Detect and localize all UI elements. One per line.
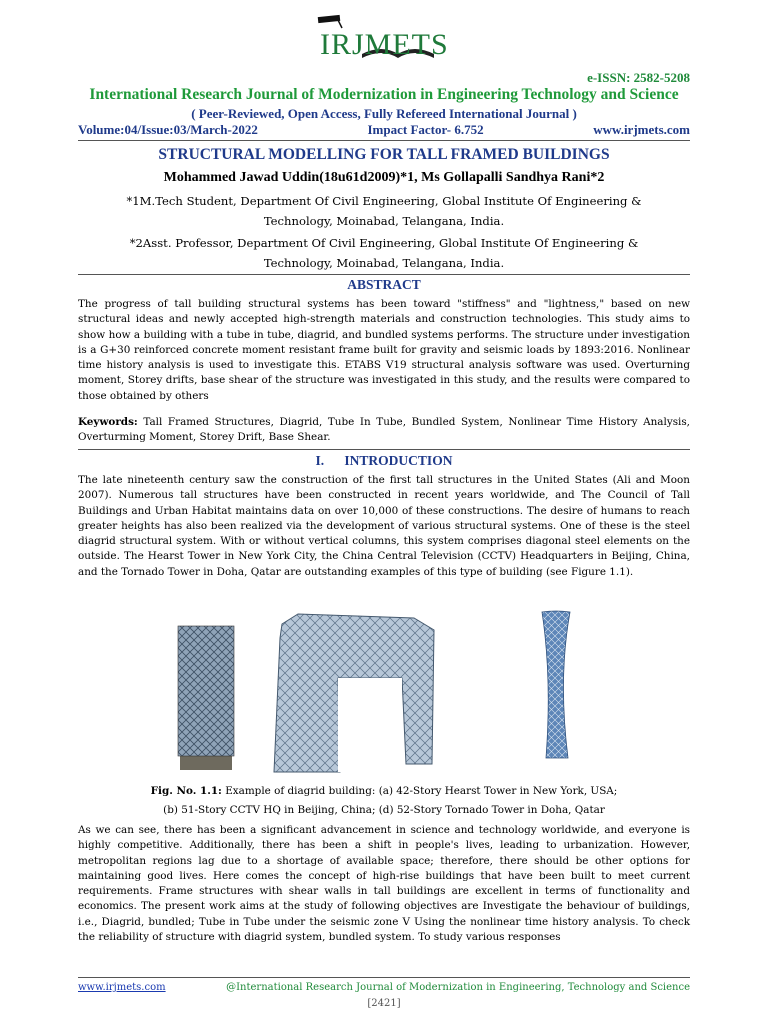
abstract-divider-top <box>78 274 690 275</box>
footer-copyright: @International Research Journal of Modernization in Engineering, Technology and Science <box>226 982 690 993</box>
impact-factor: Impact Factor- 6.752 <box>367 122 484 137</box>
paper-title: STRUCTURAL MODELLING FOR TALL FRAMED BUILDINGS <box>158 146 610 163</box>
peer-review-note: ( Peer-Reviewed, Open Access, Fully Refereed International Journal ) <box>191 106 577 121</box>
volume-row <box>78 122 690 138</box>
footer-website-link[interactable]: www.irjmets.com <box>78 982 166 993</box>
abstract-text: The progress of tall building structural systems has been toward "stiffness" and "lightness," based on new structural ideas and newly accepted high-strength materials and construction technologies. This study aims to show how a building with a tube in tube, diagrid, and bundled systems performs. The structure under investigation is a G+30 reinforced concrete moment resistant frame built for gravity and seismic loads by 1893:2016. Nonlinear time history analysis is used to investigate this. ETABS V19 structural analysis software was used. Overturning moment, Storey drifts, base shear of the structure was investigated in this study, and the results were compared to those obtained by others <box>78 298 690 402</box>
cctv-hq-image <box>274 614 434 772</box>
page-number: [2421] <box>367 998 401 1009</box>
affiliation-1: *1M.Tech Student, Department Of Civil Engineering, Global Institute Of Engineering & Technology, Moinabad, Telangana, India. <box>126 194 642 228</box>
figure-caption-text: Example of diagrid building: (a) 42-Story Hearst Tower in New York, USA; <box>221 785 618 797</box>
introduction-para-2: As we can see, there has been a significant advancement in science and technology worldwide, and everyone is highly competitive. Additionally, there has been a shift in people's lives, leading to urbanization. However, metropolitan regions lag due to a shortage of available space; therefore, there should be other options for maintaining good lives. Here comes the concept of high-rise buildings that have been built to meet current requirements. Frame structures with shear walls in tall buildings are excellent in terms of functionality and economics. The present work aims at the study of following objectives are Investigate the behaviour of buildings, i.e., Diagrid, bundled; Tube in Tube under the seismic zone V Using the nonlinear time history analysis. To check the reliability of structure with diagrid system, bundled system. To study various responses <box>78 824 690 944</box>
keywords <box>78 415 690 446</box>
header-divider <box>78 140 690 141</box>
hearst-tower-image <box>178 626 234 770</box>
volume-issue: Volume:04/Issue:03/March-2022 <box>78 122 258 137</box>
figure-caption-line-2: (b) 51-Story CCTV HQ in Beijing, China; (d) 52-Story Tornado Tower in Doha, Qatar <box>163 804 605 816</box>
logo-text: IRJMETS <box>320 28 449 61</box>
figure-label: Fig. No. 1.1: <box>150 785 222 797</box>
figure-diagrid-buildings <box>170 608 610 780</box>
figure-caption-line-1 <box>0 782 768 800</box>
tornado-tower-image <box>542 611 570 758</box>
journal-name: International Research Journal of Modernization in Engineering Technology and Science <box>89 86 679 103</box>
introduction-heading: I. INTRODUCTION <box>315 453 453 468</box>
introduction-para-1: The late nineteenth century saw the construction of the first tall structures in the United States (Ali and Moon 2007). Numerous tall structures have been constructed in recent years worldwide, and The Council of Tall Buildings and Urban Habitat maintains data on over 10,000 of these constructions. The desire of humans to reach greater heights has also been realized via the development of various structural systems. One of these is the steel diagrid structural system. With or without vertical columns, this system comprises diagonal steel elements on the outside. The Hearst Tower in New York City, the China Central Television (CCTV) Headquarters in Beijing, China, and the Tornado Tower in Doha, Qatar are outstanding examples of this type of building (see Figure 1.1). <box>78 474 690 578</box>
issn: e-ISSN: 2582-5208 <box>587 70 690 85</box>
abstract-heading: ABSTRACT <box>347 277 421 292</box>
website[interactable]: www.irjmets.com <box>593 122 690 137</box>
journal-logo <box>310 14 460 64</box>
keywords-text: Tall Framed Structures, Diagrid, Tube In Tube, Bundled System, Nonlinear Time History Analysis, Overturming Moment, Storey Drift, Base Shear. <box>78 416 690 444</box>
abstract-divider-bottom <box>78 449 690 450</box>
paper-authors: Mohammed Jawad Uddin(18u61d2009)*1, Ms Gollapalli Sandhya Rani*2 <box>163 170 605 185</box>
footer-divider <box>78 977 690 978</box>
affiliation-2: *2Asst. Professor, Department Of Civil Engineering, Global Institute Of Engineering & Technology, Moinabad, Telangana, India. <box>129 236 639 270</box>
keywords-label: Keywords: <box>78 416 138 428</box>
